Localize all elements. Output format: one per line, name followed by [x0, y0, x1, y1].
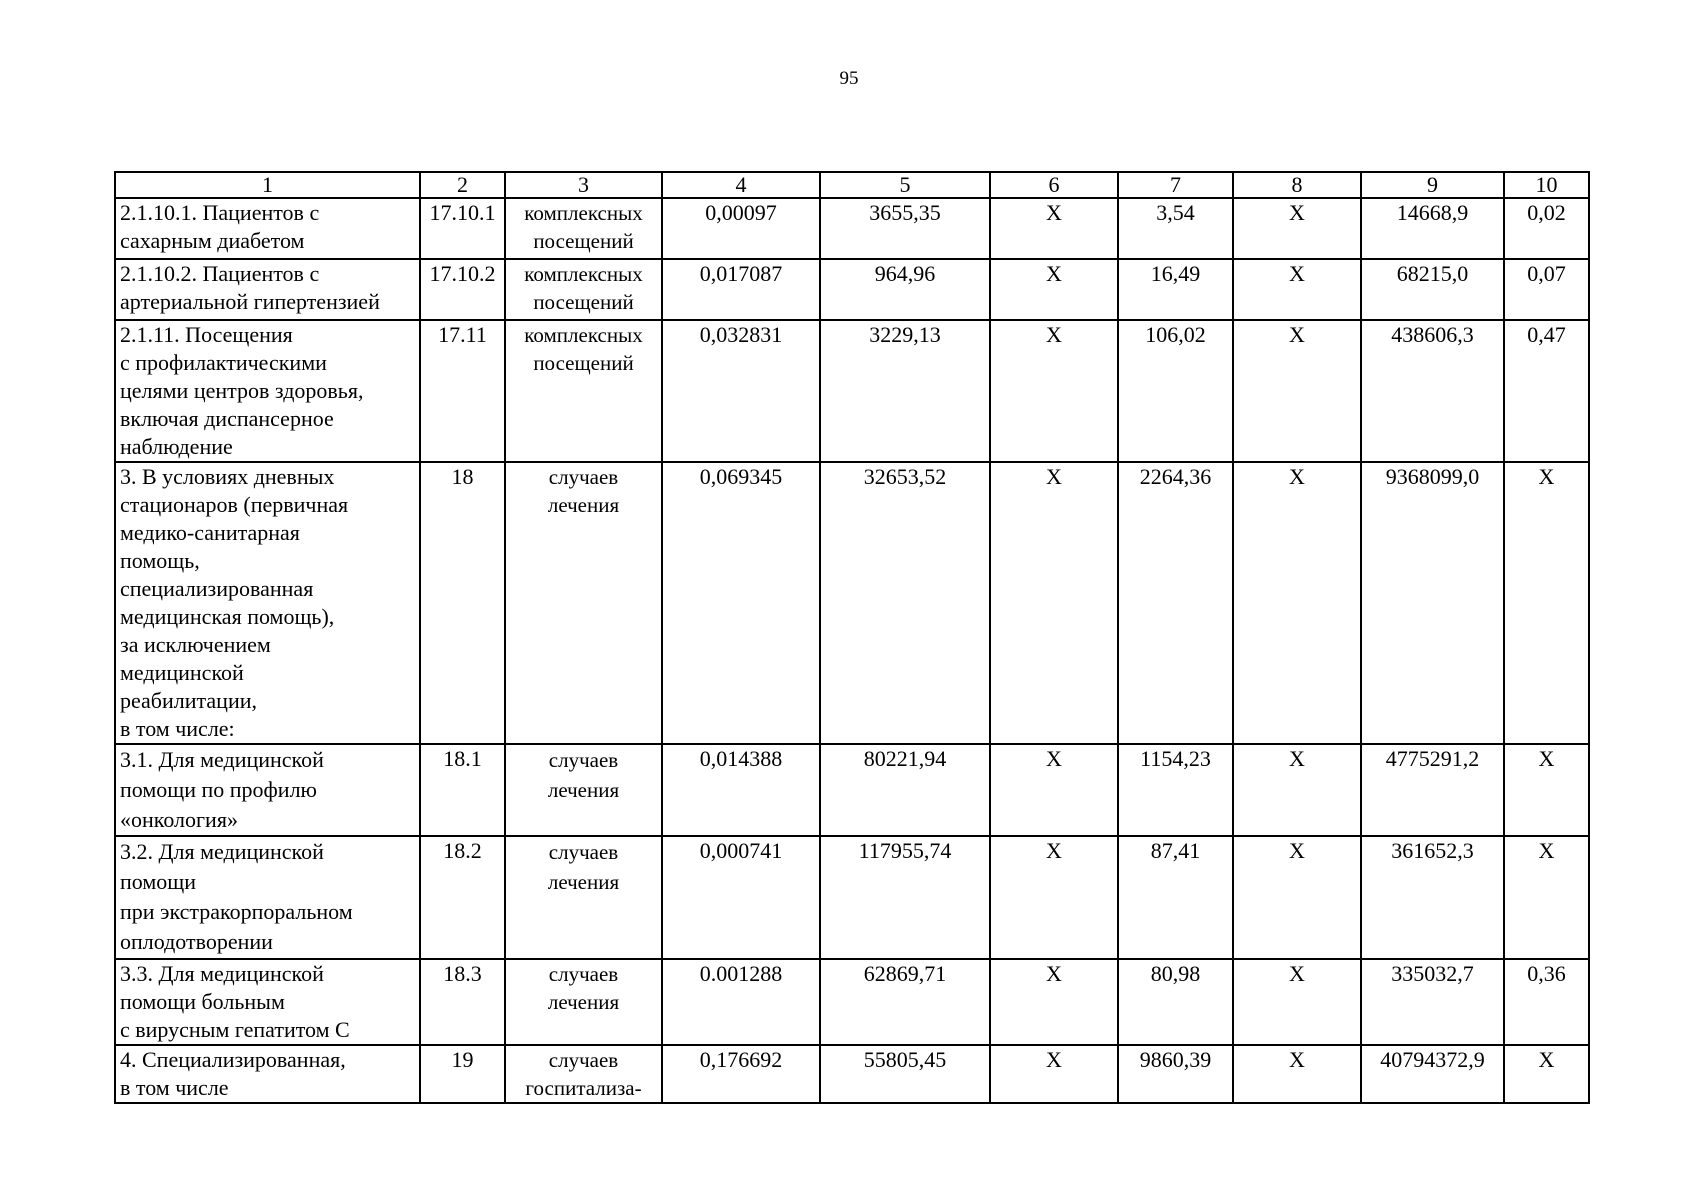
- row-unit-cell: комплексных посещений: [505, 320, 662, 462]
- row-unit-cell: случаев госпитализа-: [505, 1045, 662, 1103]
- row-code-cell: 18.3: [420, 959, 505, 1045]
- row-cell: Х: [990, 836, 1118, 959]
- row-cell: 335032,7: [1361, 959, 1504, 1045]
- row-cell: 0,47: [1504, 320, 1589, 462]
- row-cell: 0,014388: [662, 744, 820, 836]
- row-cell: 0,02: [1504, 198, 1589, 259]
- row-cell: 106,02: [1118, 320, 1233, 462]
- row-cell: 438606,3: [1361, 320, 1504, 462]
- row-code-cell: 17.10.2: [420, 259, 505, 320]
- row-cell: 0,017087: [662, 259, 820, 320]
- table-row: [115, 259, 1589, 320]
- row-cell: 0,069345: [662, 462, 820, 744]
- row-cell: 0,000741: [662, 836, 820, 959]
- row-cell: Х: [1504, 1045, 1589, 1103]
- table-row: [115, 1045, 1589, 1103]
- row-cell: Х: [1233, 320, 1361, 462]
- row-cell: 32653,52: [820, 462, 990, 744]
- row-cell: 361652,3: [1361, 836, 1504, 959]
- row-cell: 68215,0: [1361, 259, 1504, 320]
- row-cell: 55805,45: [820, 1045, 990, 1103]
- row-cell: Х: [990, 462, 1118, 744]
- row-cell: Х: [1504, 836, 1589, 959]
- table-row: [115, 462, 1589, 744]
- row-cell: 2264,36: [1118, 462, 1233, 744]
- row-unit-cell: комплексных посещений: [505, 259, 662, 320]
- row-name-cell: 2.1.10.2. Пациентов с артериальной гипертензией: [115, 259, 420, 320]
- row-name-cell: 3.2. Для медицинской помощи при экстракорпоральном оплодотворении: [115, 836, 420, 959]
- column-header: 6: [990, 172, 1118, 198]
- row-cell: Х: [1233, 836, 1361, 959]
- row-cell: 87,41: [1118, 836, 1233, 959]
- column-header: 10: [1504, 172, 1589, 198]
- row-name-cell: 2.1.11. Посещения с профилактическими целями центров здоровья, включая диспансерное наблюдение: [115, 320, 420, 462]
- column-header: 1: [115, 172, 420, 198]
- row-cell: 80221,94: [820, 744, 990, 836]
- column-header: 9: [1361, 172, 1504, 198]
- row-code-cell: 18.2: [420, 836, 505, 959]
- row-unit-cell: случаев лечения: [505, 836, 662, 959]
- row-cell: Х: [1233, 744, 1361, 836]
- row-unit-cell: случаев лечения: [505, 959, 662, 1045]
- row-cell: 0.001288: [662, 959, 820, 1045]
- row-name-cell: 3. В условиях дневных стационаров (первичная медико-санитарная помощь, специализированная медицинская помощь), за исключением медицинской реабилитации, в том числе:: [115, 462, 420, 744]
- row-cell: 3229,13: [820, 320, 990, 462]
- column-header: 4: [662, 172, 820, 198]
- row-cell: 80,98: [1118, 959, 1233, 1045]
- row-cell: Х: [990, 959, 1118, 1045]
- row-cell: 16,49: [1118, 259, 1233, 320]
- row-cell: Х: [1504, 744, 1589, 836]
- table-row: [115, 744, 1589, 836]
- row-cell: Х: [1233, 1045, 1361, 1103]
- row-name-cell: 2.1.10.1. Пациентов с сахарным диабетом: [115, 198, 420, 259]
- row-cell: 62869,71: [820, 959, 990, 1045]
- row-cell: 0,032831: [662, 320, 820, 462]
- row-cell: Х: [1233, 462, 1361, 744]
- table-row: [115, 836, 1589, 959]
- row-unit-cell: случаев лечения: [505, 744, 662, 836]
- row-cell: 0,00097: [662, 198, 820, 259]
- row-name-cell: 3.3. Для медицинской помощи больным с вирусным гепатитом С: [115, 959, 420, 1045]
- row-cell: 0,07: [1504, 259, 1589, 320]
- column-header: 7: [1118, 172, 1233, 198]
- table-row: [115, 198, 1589, 259]
- row-cell: 0,176692: [662, 1045, 820, 1103]
- row-cell: 0,36: [1504, 959, 1589, 1045]
- row-cell: Х: [1233, 959, 1361, 1045]
- row-name-cell: 3.1. Для медицинской помощи по профилю «онкология»: [115, 744, 420, 836]
- row-code-cell: 17.11: [420, 320, 505, 462]
- row-cell: 1154,23: [1118, 744, 1233, 836]
- data-table: [114, 171, 1590, 1104]
- row-cell: 9860,39: [1118, 1045, 1233, 1103]
- row-cell: 14668,9: [1361, 198, 1504, 259]
- row-unit-cell: комплексных посещений: [505, 198, 662, 259]
- row-cell: Х: [1233, 198, 1361, 259]
- row-cell: Х: [990, 744, 1118, 836]
- row-cell: Х: [990, 259, 1118, 320]
- column-header: 2: [420, 172, 505, 198]
- row-cell: 117955,74: [820, 836, 990, 959]
- row-name-cell: 4. Специализированная, в том числе: [115, 1045, 420, 1103]
- row-code-cell: 18.1: [420, 744, 505, 836]
- row-unit-cell: случаев лечения: [505, 462, 662, 744]
- row-cell: 9368099,0: [1361, 462, 1504, 744]
- row-cell: 964,96: [820, 259, 990, 320]
- row-cell: Х: [990, 320, 1118, 462]
- row-cell: 4775291,2: [1361, 744, 1504, 836]
- row-cell: Х: [990, 1045, 1118, 1103]
- row-code-cell: 18: [420, 462, 505, 744]
- row-cell: 3,54: [1118, 198, 1233, 259]
- row-cell: Х: [1504, 462, 1589, 744]
- table-row: [115, 320, 1589, 462]
- row-cell: 40794372,9: [1361, 1045, 1504, 1103]
- column-header: 5: [820, 172, 990, 198]
- row-cell: 3655,35: [820, 198, 990, 259]
- column-header: 8: [1233, 172, 1361, 198]
- row-cell: Х: [990, 198, 1118, 259]
- table-row: [115, 959, 1589, 1045]
- column-number-header-row: [115, 172, 1589, 198]
- row-code-cell: 19: [420, 1045, 505, 1103]
- page-number: 95: [839, 68, 859, 89]
- column-header: 3: [505, 172, 662, 198]
- row-code-cell: 17.10.1: [420, 198, 505, 259]
- row-cell: Х: [1233, 259, 1361, 320]
